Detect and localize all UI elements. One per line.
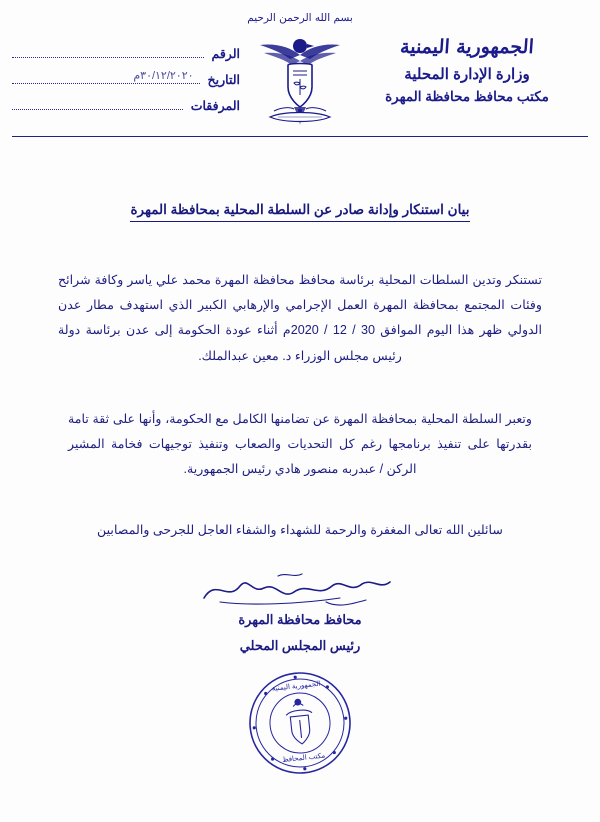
meta-value-date: ٣٠/١٢/٢٠٢٠م: [133, 70, 194, 82]
meta-dots-date: [12, 71, 200, 84]
meta-label-attachments: المرفقات: [190, 99, 240, 113]
header-divider: [12, 136, 588, 137]
seal-bottom-text: مكتب المحافظ: [281, 752, 326, 765]
document-body: [40, 150, 560, 802]
meta-label-date: التاريخ: [207, 73, 240, 87]
office-name: مكتب محافظ محافظة المهرة: [385, 89, 549, 104]
meta-dots-number: [12, 45, 204, 58]
meta-row-attachments: [10, 98, 240, 113]
meta-label-number: الرقم: [211, 47, 240, 61]
signature-block: [40, 568, 560, 664]
paragraph-2: وتعبر السلطة المحلية بمحافظة المهرة عن تضامنها الكامل مع الحكومة، وأنها على ثقة تامة بقدرتها على تنفيذ برنامجها رغم كل التحديات والصعاب وتنفيذ توجيهات فخامة المشير الركن / عبدربه منصور هادي رئيس الجمهورية.: [68, 411, 532, 477]
page-title: [40, 202, 560, 222]
official-seal-icon: [242, 665, 358, 781]
basmala-text: بسم الله الرحمن الرحيم: [247, 12, 353, 24]
meta-fields: [10, 46, 240, 124]
republic-name: الجمهورية اليمنية: [399, 36, 535, 58]
paragraph-3: سائلين الله تعالى المغفرة والرحمة للشهداء والشفاء العاجل للجرحى والمصابين: [97, 523, 503, 538]
paragraph-1: تستنكر وتدين السلطات المحلية برئاسة محافظ محافظة المهرة محمد علي ياسر وكافة شرائح وفئات المجتمع بمحافظة المهرة العمل الإجرامي والإرهابي الكبير الذي استهدف مطار عدن الدولي ظهر هذا اليوم الموافق 30 / 12 / 2020م أثناء عودة الحكومة إلى عدن برئاسة دولة رئيس مجلس الوزراء د. معين عبدالملك.: [58, 273, 542, 363]
page-title-text: بيان استنكار وإدانة صادر عن السلطة المحلية بمحافظة المهرة: [130, 202, 469, 222]
meta-row-date: [10, 72, 240, 87]
organization-titles: [352, 36, 582, 105]
ministry-name: وزارة الإدارة المحلية: [404, 66, 530, 83]
seal-top-text: الجمهورية اليمنية: [271, 680, 321, 693]
emblem-block: [240, 12, 360, 129]
signer-title-governor: محافظ محافظة المهرة: [238, 612, 362, 627]
meta-row-number: [10, 46, 240, 61]
national-emblem-icon: [252, 25, 348, 129]
document-header: [0, 8, 600, 143]
handwritten-signature-icon: [40, 568, 560, 610]
meta-dots-attachments: [12, 97, 183, 110]
signer-title-council: رئيس المجلس المحلي: [239, 638, 361, 653]
